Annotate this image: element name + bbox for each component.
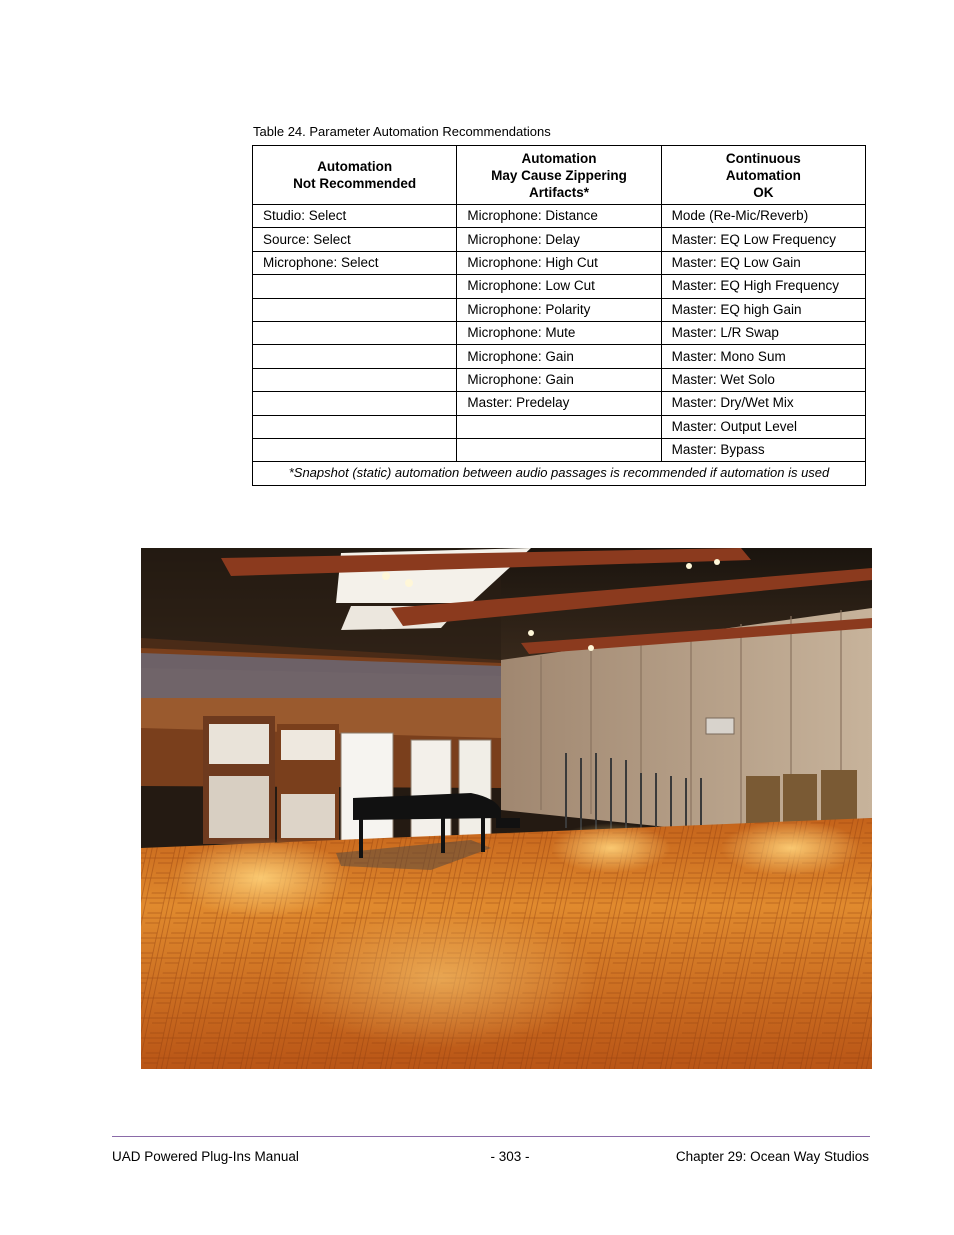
footer-rule xyxy=(112,1136,870,1137)
table-cell: Microphone: Distance xyxy=(457,205,661,228)
table-cell: Studio: Select xyxy=(253,205,457,228)
table-cell xyxy=(253,321,457,344)
table-cell: Mode (Re-Mic/Reverb) xyxy=(661,205,865,228)
table-caption: Table 24. Parameter Automation Recommendations xyxy=(253,124,551,139)
table-cell: Microphone: Gain xyxy=(457,345,661,368)
table-cell: Master: Mono Sum xyxy=(661,345,865,368)
table-cell: Master: Output Level xyxy=(661,415,865,438)
table-cell xyxy=(253,438,457,461)
table-row xyxy=(253,275,866,298)
header-not-recommended: Automation Not Recommended xyxy=(253,146,457,205)
table-row xyxy=(253,392,866,415)
header-may-cause-zippering: Automation May Cause Zippering Artifacts* xyxy=(457,146,661,205)
footer-page-number: - 303 - xyxy=(490,1149,530,1164)
table-row xyxy=(253,415,866,438)
table-row xyxy=(253,438,866,461)
footer-chapter: Chapter 29: Ocean Way Studios xyxy=(675,1149,869,1164)
table-cell: Master: EQ Low Gain xyxy=(661,251,865,274)
header-continuous-ok: Continuous Automation OK xyxy=(661,146,865,205)
studio-photo xyxy=(141,548,872,1069)
table-cell: Microphone: High Cut xyxy=(457,251,661,274)
table-cell: Master: EQ High Frequency xyxy=(661,275,865,298)
table-row xyxy=(253,345,866,368)
table-cell xyxy=(253,415,457,438)
table-cell: Microphone: Polarity xyxy=(457,298,661,321)
table-cell xyxy=(253,368,457,391)
table-cell xyxy=(253,345,457,368)
table-cell xyxy=(253,392,457,415)
table-row xyxy=(253,298,866,321)
table-footnote: *Snapshot (static) automation between audio passages is recommended if automation is used xyxy=(253,462,866,485)
table-cell: Microphone: Select xyxy=(253,251,457,274)
table-cell: Master: EQ Low Frequency xyxy=(661,228,865,251)
automation-table xyxy=(252,145,866,486)
table-cell xyxy=(457,438,661,461)
table-footnote-row xyxy=(253,462,866,485)
table-row xyxy=(253,368,866,391)
table-cell: Master: L/R Swap xyxy=(661,321,865,344)
table-cell xyxy=(253,275,457,298)
table-cell xyxy=(457,415,661,438)
table-cell: Microphone: Mute xyxy=(457,321,661,344)
table-row xyxy=(253,251,866,274)
table-cell: Source: Select xyxy=(253,228,457,251)
table-cell: Master: Bypass xyxy=(661,438,865,461)
table-cell xyxy=(253,298,457,321)
table-cell: Master: EQ high Gain xyxy=(661,298,865,321)
table-cell: Microphone: Gain xyxy=(457,368,661,391)
table-header-row xyxy=(253,146,866,205)
table-cell: Master: Dry/Wet Mix xyxy=(661,392,865,415)
table-row xyxy=(253,228,866,251)
table-cell: Microphone: Low Cut xyxy=(457,275,661,298)
table-cell: Master: Wet Solo xyxy=(661,368,865,391)
table-cell: Master: Predelay xyxy=(457,392,661,415)
table-cell: Microphone: Delay xyxy=(457,228,661,251)
table-row xyxy=(253,321,866,344)
footer-manual-title: UAD Powered Plug-Ins Manual xyxy=(112,1149,299,1164)
table-row xyxy=(253,205,866,228)
